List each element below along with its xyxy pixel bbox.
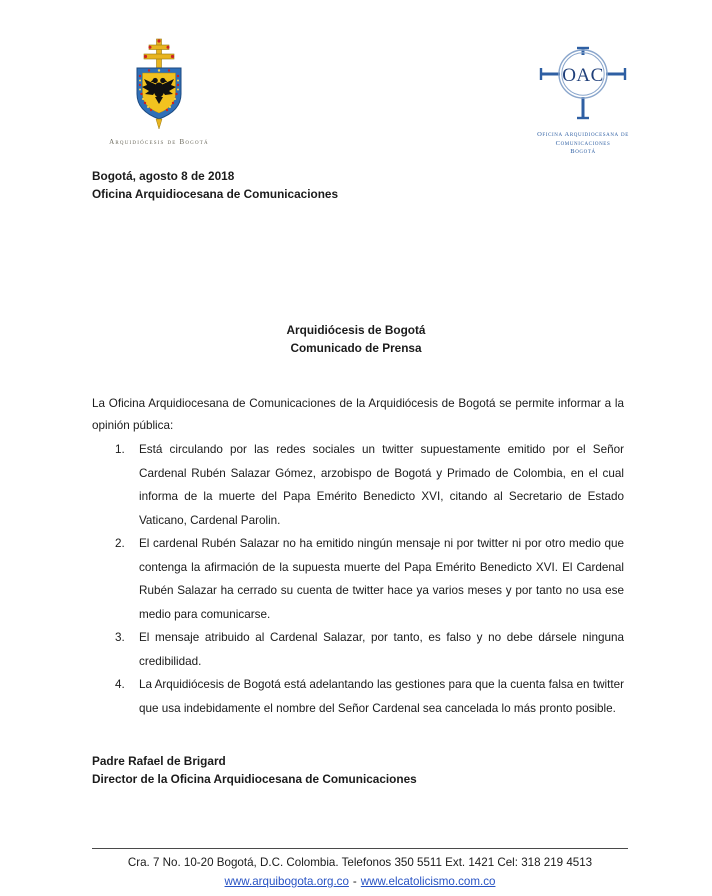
numbered-list — [92, 438, 624, 720]
oac-monogram: OAC — [562, 65, 604, 86]
link-elcatolicismo[interactable]: www.elcatolicismo.com.co — [360, 875, 496, 888]
archdiocese-coat-of-arms — [94, 38, 224, 146]
signer-role: Director de la Oficina Arquidiocesana de Comunicaciones — [92, 772, 417, 787]
footer-divider — [92, 848, 628, 849]
list-item-text: El cardenal Rubén Salazar no ha emitido ningún mensaje ni por twitter ni por otro medio que contenga la afirmación de la supuesta muerte del Papa Emérito Benedicto XVI. El Cardenal Rubén Salazar ha cerrado su cuenta de twitter hace ya varios meses y por tanto no usa ese medio para comunicarse. — [139, 537, 624, 621]
footer-links — [92, 875, 628, 888]
office-line: Oficina Arquidiocesana de Comunicaciones — [92, 186, 339, 201]
title-line-1: Arquidiócesis de Bogotá — [286, 322, 426, 337]
footer-address: Cra. 7 No. 10-20 Bogotá, D.C. Colombia. Telefonos 350 5511 Ext. 1421 Cel: 318 219 4513 — [127, 856, 593, 869]
document-title — [0, 321, 712, 357]
document-header — [0, 0, 712, 157]
list-item — [92, 626, 624, 673]
title-line-2: Comunicado de Prensa — [290, 340, 422, 355]
intro-paragraph: La Oficina Arquidiocesana de Comunicaciones de la Arquidiócesis de Bogotá se permite informar a la opinión pública: — [92, 396, 624, 432]
list-item-number: 2. — [115, 537, 125, 551]
coat-of-arms-icon — [127, 117, 191, 134]
date-line: Bogotá, agosto 8 de 2018 — [92, 168, 235, 183]
link-arquibogota[interactable]: www.arquibogota.org.co — [224, 875, 349, 888]
list-item — [92, 532, 624, 626]
oac-caption: Oficina Arquidiocesana de Comunicaciones Bogotá — [537, 131, 629, 155]
list-item-number: 4. — [115, 678, 125, 692]
list-item — [92, 673, 624, 720]
footer-link-separator: - — [352, 875, 357, 888]
list-item-text: El mensaje atribuido al Cardenal Salazar, por tanto, es falso y no debe dársele ninguna credibilidad. — [139, 631, 624, 668]
coat-of-arms-caption: Arquidiócesis de Bogotá — [109, 138, 209, 146]
document-footer — [92, 848, 628, 888]
list-item-text: La Arquidiócesis de Bogotá está adelantando las gestiones para que la cuenta falsa en twitter que usa indebidamente el nombre del Señor Cardenal sea cancelada lo más pronto posible. — [139, 678, 624, 715]
signature-block — [92, 752, 624, 788]
date-block — [92, 167, 624, 203]
list-item-number: 3. — [115, 631, 125, 645]
list-item-number: 1. — [115, 443, 125, 457]
oac-logo — [518, 44, 648, 157]
list-item-text: Está circulando por las redes sociales un twitter supuestamente emitido por el Señor Cardenal Rubén Salazar Gómez, arzobispo de Bogotá y Primado de Colombia, en el cual informa de la muerte del Papa Emérito Benedicto XVI, citando al Secretario de Estado Vaticano, Cardenal Parolin. — [139, 443, 624, 527]
oac-cross-icon — [529, 65, 637, 126]
list-item — [92, 438, 624, 532]
signer-name: Padre Rafael de Brigard — [92, 754, 226, 769]
